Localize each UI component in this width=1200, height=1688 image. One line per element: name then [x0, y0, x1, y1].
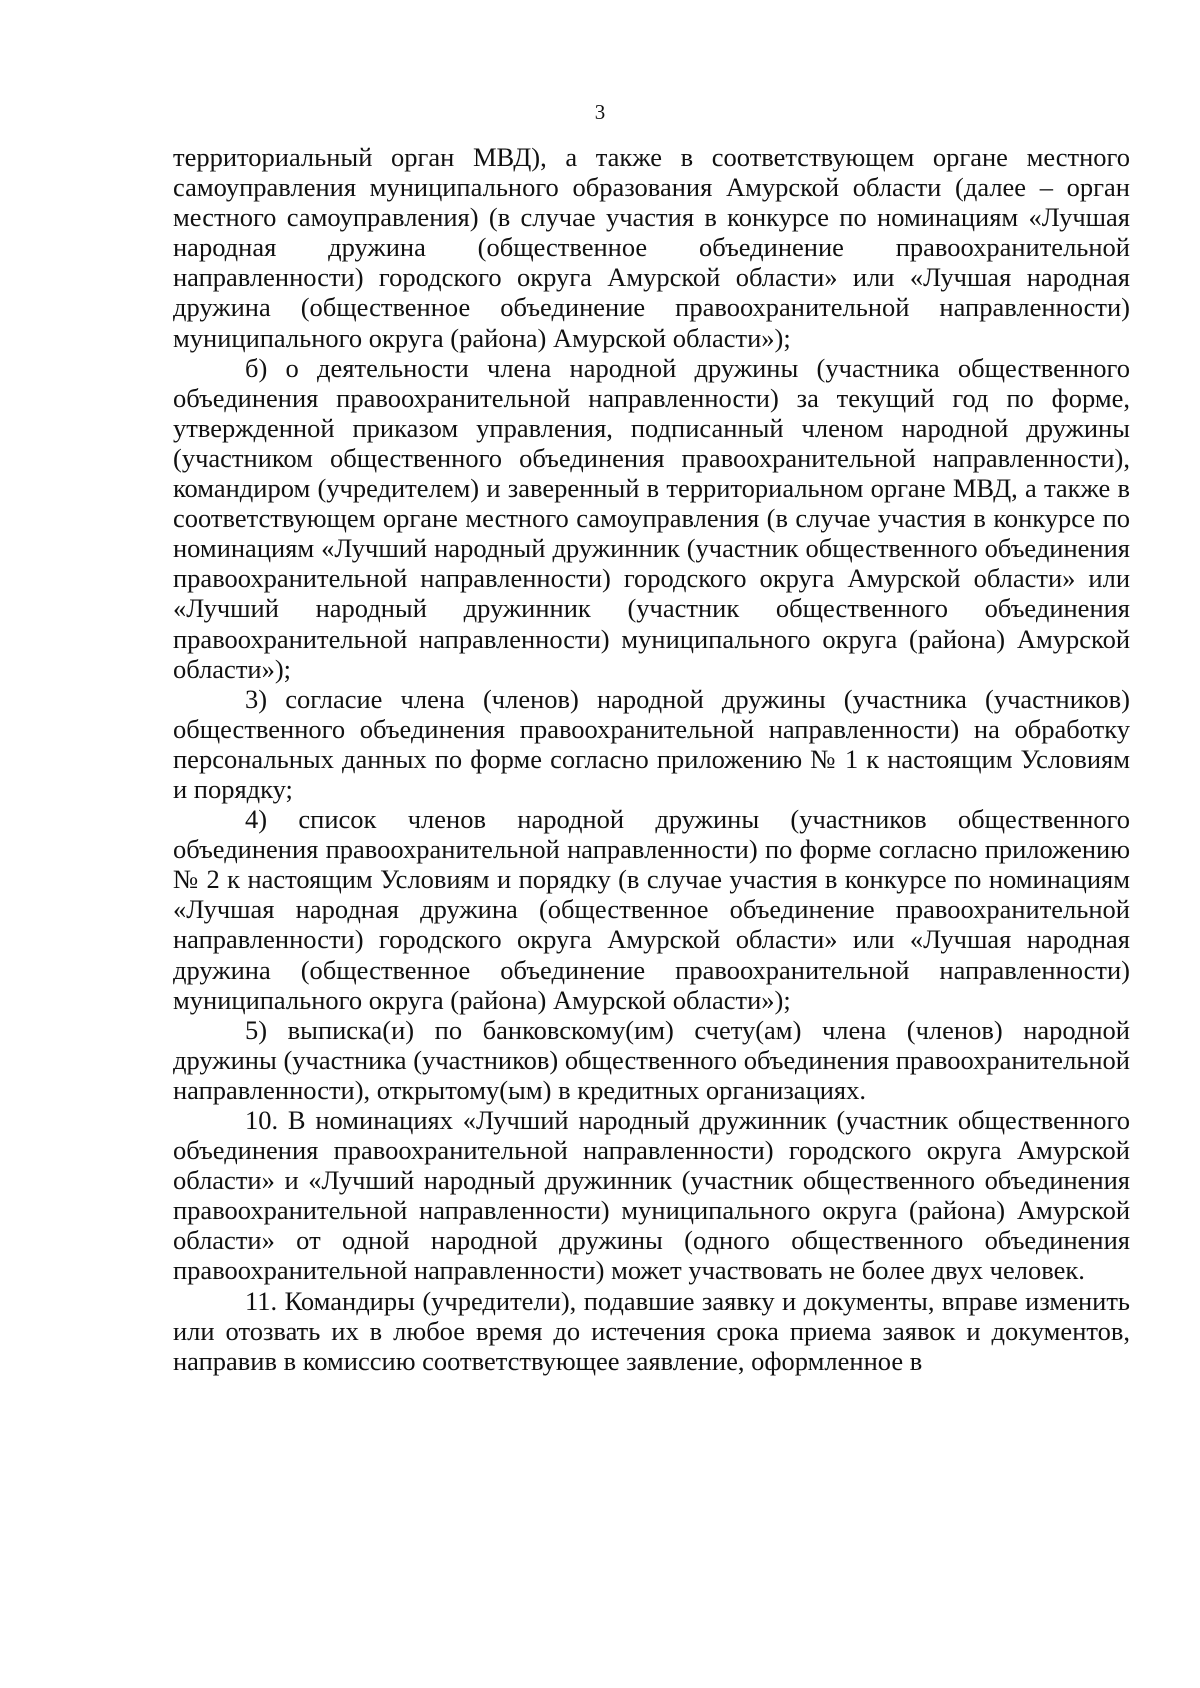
paragraph-item-10: 10. В номинациях «Лучший народный дружинник (участник общественного объединения правоохранительной направленности) городского округа Амурской области» и «Лучший народный дружинник (участник общественного объединения правоохранительной направленности) муниципального округа (района) Амурской области» от одной народной дружины (одного общественного объединения правоохранительной направленности) может участвовать не более двух человек.	[173, 1105, 1130, 1286]
paragraph-item-b: б) о деятельности члена народной дружины (участника общественного объединения правоохранительной направленности) за текущий год по форме, утвержденной приказом управления, подписанный членом народной дружины (участником общественного объединения правоохранительной направленности), командиром (учредителем) и заверенный в территориальном органе МВД, а также в соответствующем органе местного самоуправления (в случае участия в конкурсе по номинациям «Лучший народный дружинник (участник общественного объединения правоохранительной направленности) городского округа Амурской области» или «Лучший народный дружинник (участник общественного объединения правоохранительной направленности) муниципального округа (района) Амурской области»);	[173, 352, 1130, 684]
paragraph-item-11: 11. Командиры (учредители), подавшие заявку и документы, вправе изменить или отозвать их в любое время до истечения срока приема заявок и документов, направив в комиссию соответствующее заявление, оформленное в	[173, 1285, 1130, 1376]
paragraph-continuation: территориальный орган МВД), а также в соответствующем органе местного самоуправления муниципального образования Амурской области (далее – орган местного самоуправления) (в случае участия в конкурсе по номинациям «Лучшая народная дружина (общественное объединение правоохранительной направленности) городского округа Амурской области» или «Лучшая народная дружина (общественное объединение правоохранительной направленности) муниципального округа (района) Амурской области»);	[173, 142, 1130, 353]
page-number: 3	[594, 100, 606, 124]
paragraph-item-4: 4) список членов народной дружины (участников общественного объединения правоохранительной направленности) по форме согласно приложению № 2 к настоящим Условиям и порядку (в случае участия в конкурсе по номинациям «Лучшая народная дружина (общественное объединение правоохранительной направленности) городского округа Амурской области» или «Лучшая народная дружина (общественное объединение правоохранительной направленности) муниципального округа (района) Амурской области»);	[173, 804, 1130, 1015]
paragraph-item-5: 5) выписка(и) по банковскому(им) счету(ам) члена (членов) народной дружины (участника (участников) общественного объединения правоохранительной направленности), открытому(ым) в кредитных организациях.	[173, 1014, 1130, 1105]
document-body	[173, 142, 1130, 1376]
paragraph-item-3: 3) согласие члена (членов) народной дружины (участника (участников) общественного объединения правоохранительной направленности) на обработку персональных данных по форме согласно приложению № 1 к настоящим Условиям и порядку;	[173, 683, 1130, 804]
